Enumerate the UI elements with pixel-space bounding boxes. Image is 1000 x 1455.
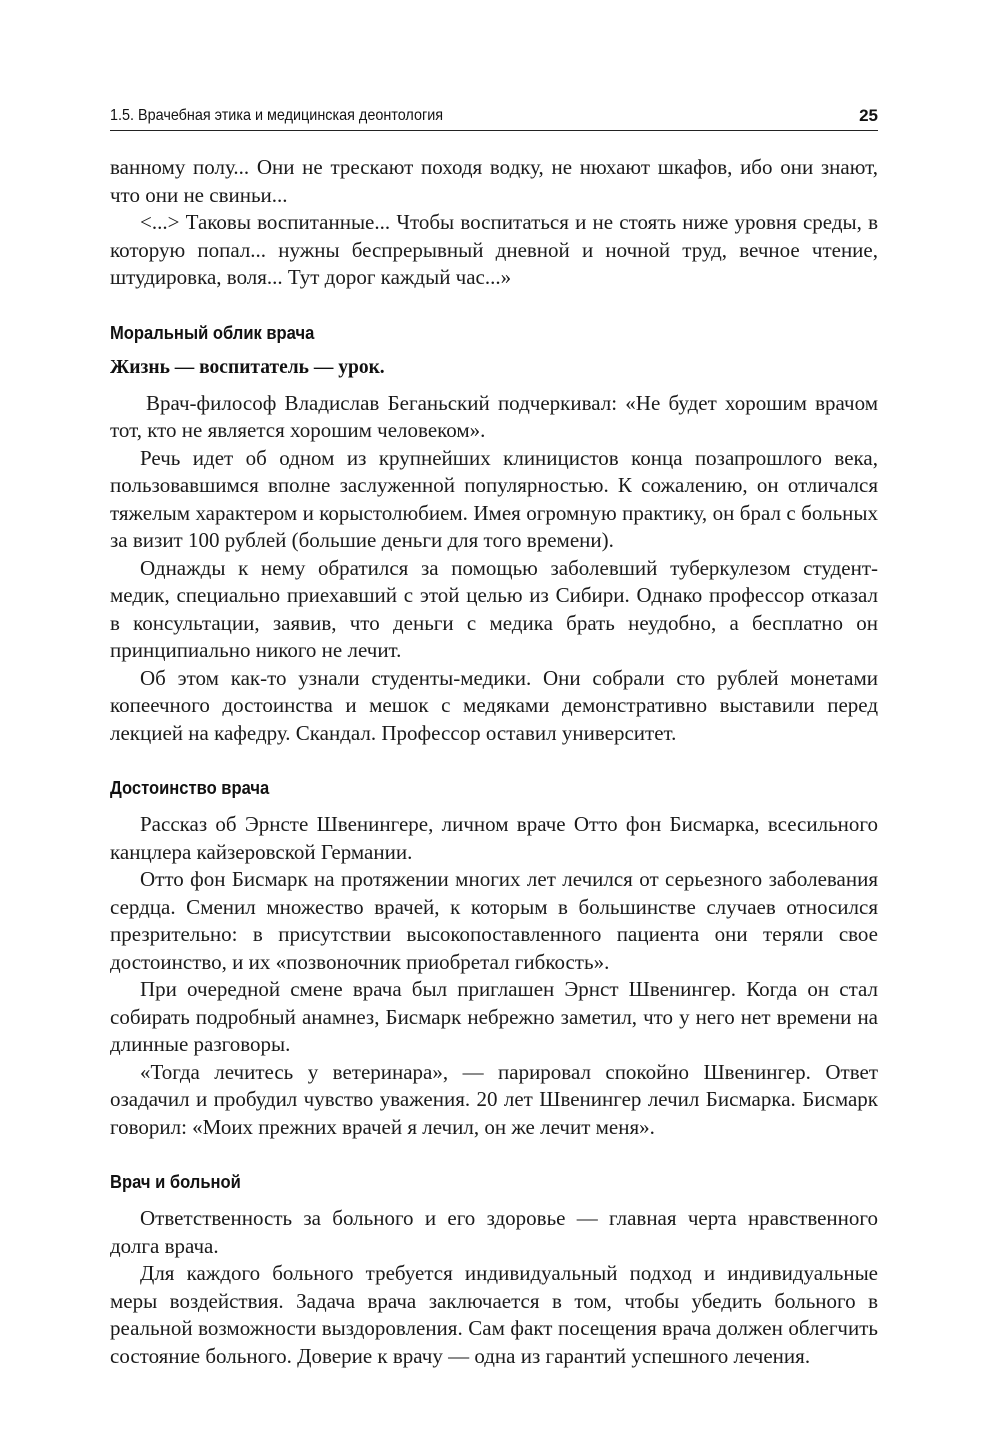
section-heading-dignity: Достоинство врача (110, 778, 270, 798)
running-title: 1.5. Врачебная этика и медицинская деонтология (110, 107, 444, 124)
dignity-paragraph: Отто фон Бисмарк на протяжении многих лет лечился от серьезного заболевания сердца. Сменил множество врачей, к которым в большинстве случаев относился презрительно: в присутствии высокопоставленного пациента они теряли свое достоинство, и их «позвоночник приобретал гибкость». (110, 867, 878, 974)
section-subheading-moral: Жизнь — воспитатель — урок. (110, 356, 385, 378)
intro-paragraph-continued: ванному полу... Они не трескают походя водку, не нюхают шкафов, ибо они знают, что они не свиньи... (110, 155, 878, 207)
intro-paragraph: <...> Таковы воспитанные... Чтобы воспитаться и не стоять ниже уровня среды, в которую попал... нужны беспрерывный дневной и ночной труд, вечное чтение, штудировка, воля... Тут дорог каждый час...» (110, 210, 878, 289)
moral-paragraph: Врач-философ Владислав Беганьский подчеркивал: «Не будет хорошим врачом тот, кто не является хорошим человеком». (110, 390, 878, 442)
moral-paragraph: Речь идет об одном из крупнейших клиницистов конца позапрошлого века, пользовавшимся вполне заслуженной популярностью. К сожалению, он отличался тяжелым характером и корыстолюбием. Имея огромную практику, он брал с больных за визит 100 рублей (большие деньги для того времени). (110, 445, 878, 552)
dignity-paragraph: Рассказ об Эрнсте Швенингере, личном враче Отто фон Бисмарка, всесильного канцлера кайзеровской Германии. (110, 812, 878, 864)
dignity-paragraph: При очередной смене врача был приглашен Эрнст Швенингер. Когда он стал собирать подробный анамнез, Бисмарк небрежно заметил, что у него нет времени на длинные разговоры. (110, 977, 878, 1056)
section-heading-patient: Врач и больной (110, 1172, 241, 1192)
dignity-paragraph: «Тогда лечитесь у ветеринара», — парировал спокойно Швенингер. Ответ озадачил и пробудил чувство уважения. 20 лет Швенингер лечил Бисмарка. Бисмарк говорил: «Моих прежних врачей я лечил, он же лечит меня». (110, 1059, 878, 1139)
page-body (110, 154, 878, 1370)
moral-paragraph: Однажды к нему обратился за помощью заболевший туберкулезом студент-медик, специально приехавший с этой целью из Сибири. Однако профессор отказал в консультации, заявив, что деньги с медика брать неудобно, а бесплатно он принципиально никого не лечит. (110, 555, 878, 662)
page-number: 25 (859, 106, 878, 125)
section-heading-moral: Моральный облик врача (110, 322, 315, 343)
running-header (110, 104, 878, 131)
moral-paragraph: Об этом как-то узнали студенты-медики. Они собрали сто рублей монетами копеечного достоинства и мешок с медяками демонстративно выставили перед лекцией на кафедру. Скандал. Профессор оставил университет. (110, 665, 878, 745)
patient-paragraph: Для каждого больного требуется индивидуальный подход и индивидуальные меры воздействия. Задача врача заключается в том, чтобы убедить больного в реальной возможности выздоровления. Сам факт посещения врача должен облегчить состояние больного. Доверие к врачу — одна из гарантий успешного лечения. (110, 1261, 878, 1368)
patient-paragraph: Ответственность за больного и его здоровье — главная черта нравственного долга врача. (110, 1206, 878, 1258)
